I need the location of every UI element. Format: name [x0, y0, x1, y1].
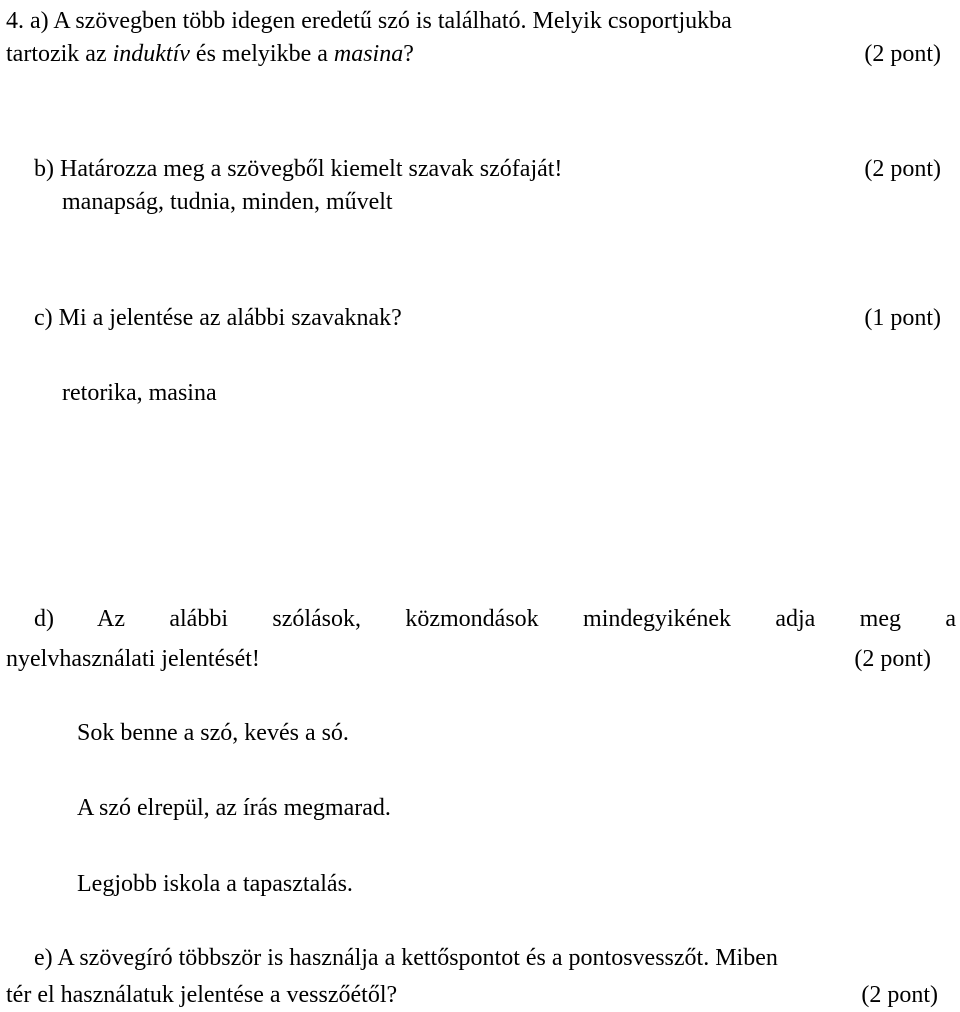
- question-4e-line2: tér el használatuk jelentése a vesszőétől?: [6, 982, 398, 1008]
- question-4c: c) Mi a jelentése az alábbi szavaknak?: [34, 305, 402, 331]
- question-4a-line1: 4. a) A szövegben több idegen eredetű szó is található. Melyik csoportjukba: [6, 8, 732, 34]
- saying-2: A szó elrepül, az írás megmarad.: [77, 795, 391, 821]
- saying-1: Sok benne a szó, kevés a só.: [77, 720, 349, 746]
- question-4e-line1: e) A szövegíró többször is használja a kettőspontot és a pontosvesszőt. Miben: [34, 945, 778, 971]
- points-4d: (2 pont): [854, 646, 931, 672]
- points-4b: (2 pont): [864, 156, 941, 182]
- term-induktiv: induktív: [112, 41, 190, 67]
- points-4c: (1 pont): [864, 305, 941, 331]
- question-4b-words: manapság, tudnia, minden, művelt: [62, 189, 393, 215]
- term-masina: masina: [333, 41, 404, 67]
- question-4a-text-pre: tartozik az: [6, 41, 113, 67]
- question-4c-words: retorika, masina: [62, 380, 217, 406]
- question-4d-line1: d) Az alábbi szólások, közmondások mindegyikének adja meg a: [34, 606, 956, 632]
- question-4a-text-post: ?: [403, 41, 414, 67]
- question-4b: b) Határozza meg a szövegből kiemelt szavak szófaját!: [34, 156, 563, 182]
- question-4a-text-mid: és melyikbe a: [189, 41, 334, 67]
- points-4e: (2 pont): [861, 982, 938, 1008]
- question-4a-line2: [6, 42, 414, 66]
- points-4a: (2 pont): [864, 41, 941, 67]
- saying-3: Legjobb iskola a tapasztalás.: [77, 871, 353, 897]
- question-4d-line2: nyelvhasználati jelentését!: [6, 646, 260, 672]
